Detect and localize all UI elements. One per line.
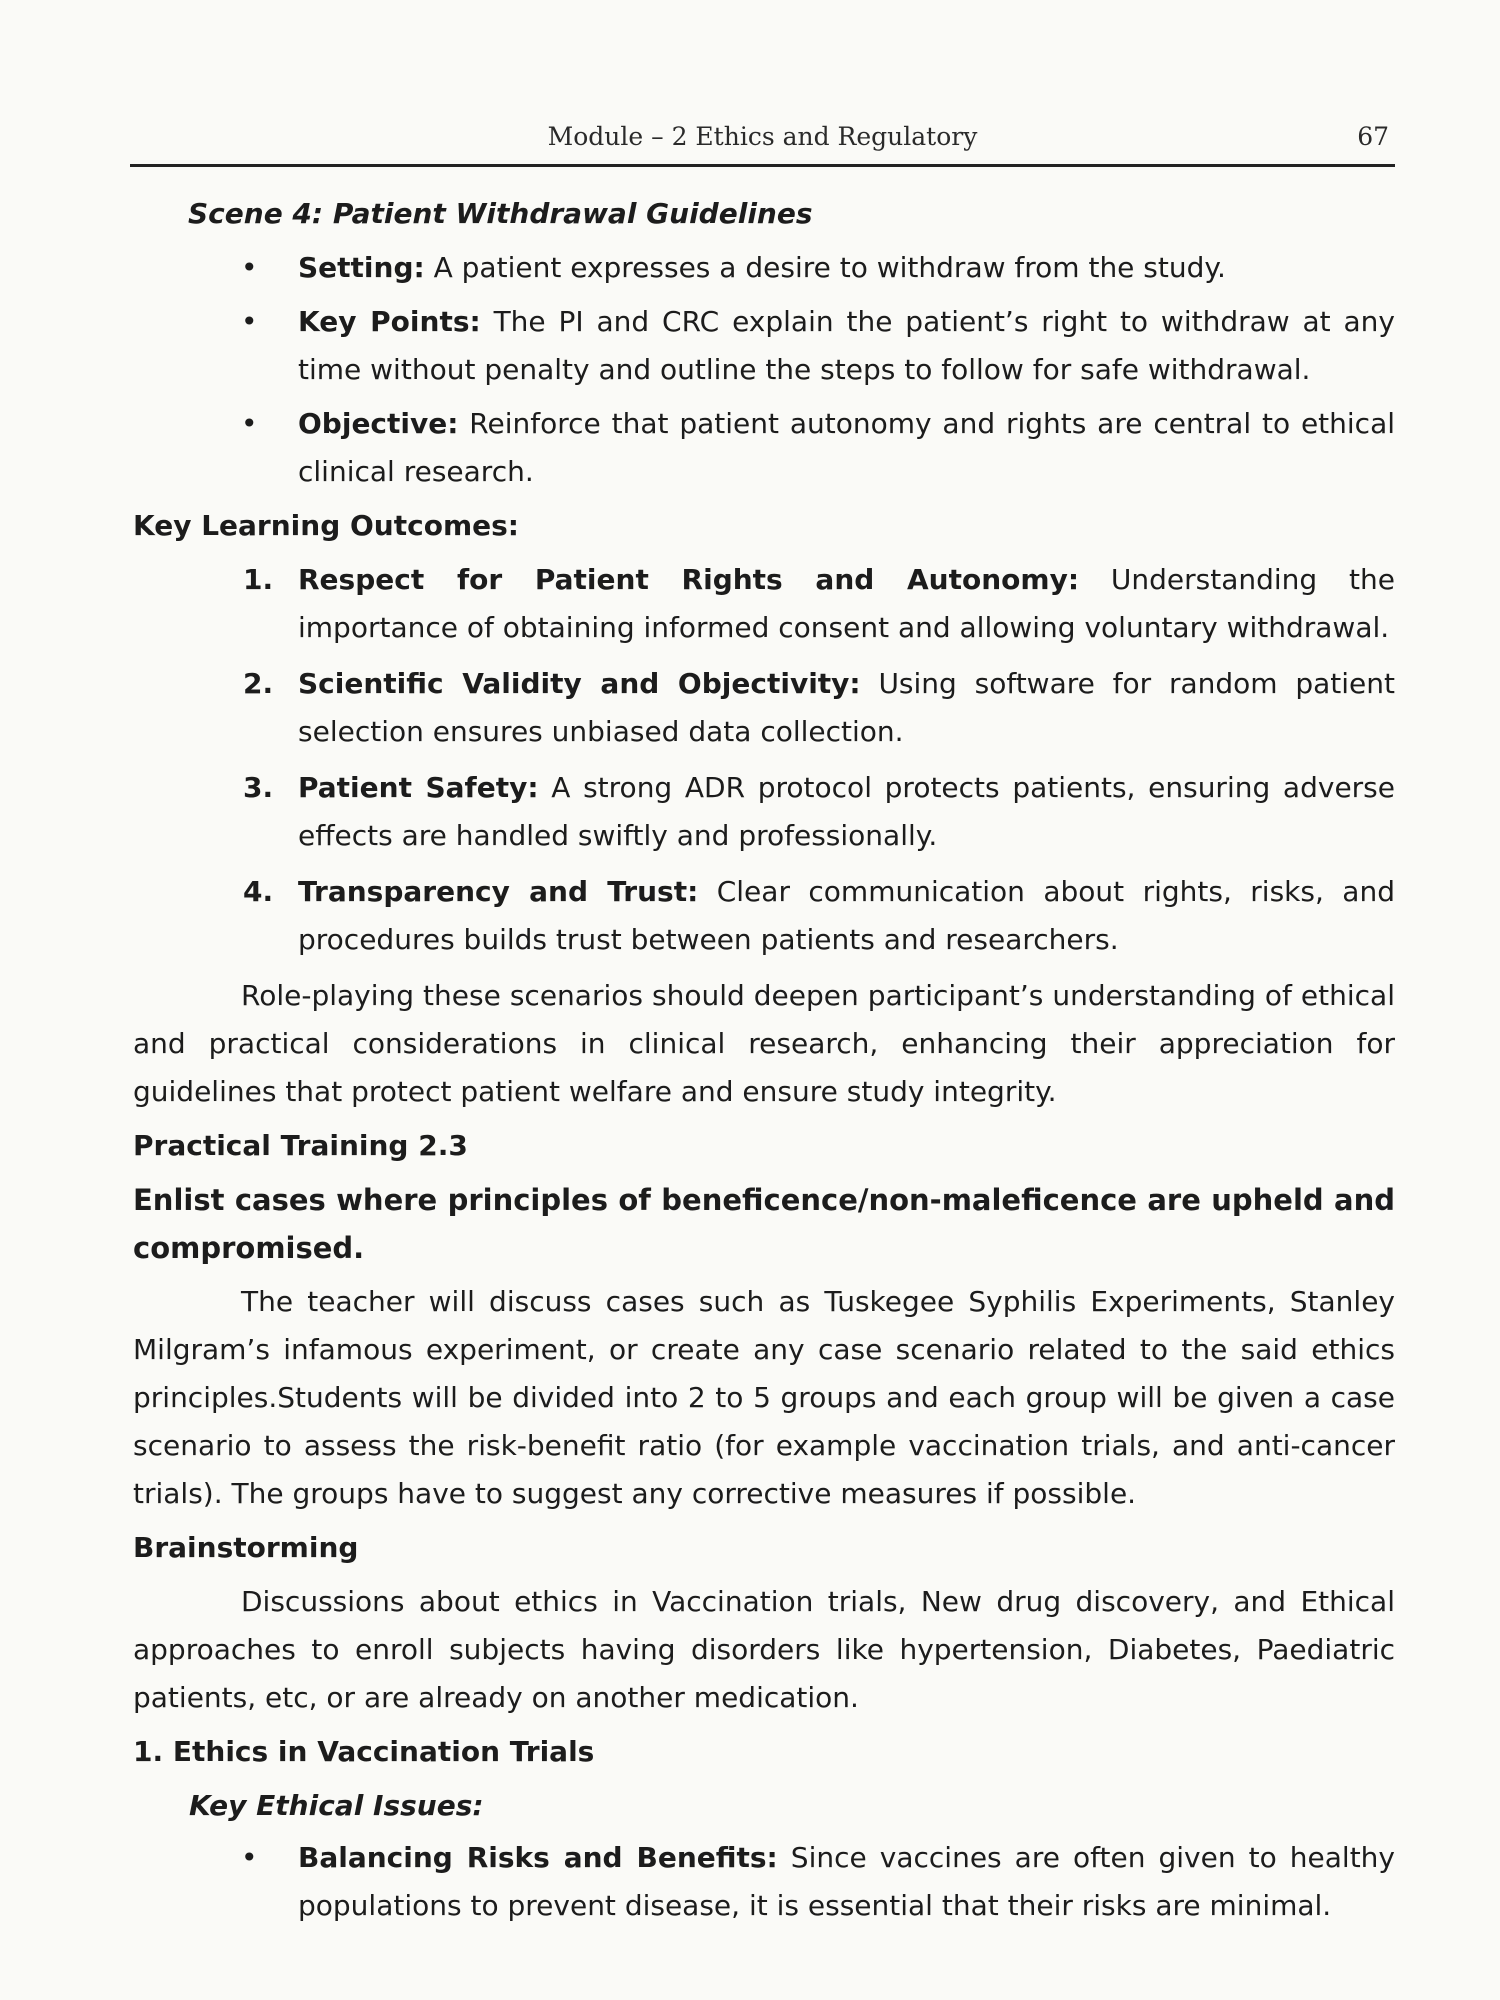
outcomes-heading: Key Learning Outcomes: (133, 509, 519, 542)
item-text: Understanding the importance of obtaining informed consent and allowing voluntary withdrawal. (298, 563, 1395, 644)
item-label: Balancing Risks and Benefits: (298, 1841, 778, 1874)
item-text: Using software for random patient selection ensures unbiased data collection. (298, 667, 1395, 748)
item-number: 4. (243, 875, 274, 908)
running-header (130, 112, 1395, 167)
vaccination-heading: 1. Ethics in Vaccination Trials (133, 1735, 595, 1768)
brainstorming-heading: Brainstorming (133, 1531, 359, 1564)
list-item (133, 556, 1395, 652)
item-text: A strong ADR protocol protects patients, ensuring adverse effects are handled swiftly and professionally. (298, 771, 1395, 852)
item-text: A patient expresses a desire to withdraw from the study. (424, 251, 1226, 284)
item-label: Setting: (298, 251, 425, 284)
outcomes-closing-paragraph: Role-playing these scenarios should deepen participant’s understanding of ethical and practical considerations in clinical research, enhancing their appreciation for guidelines that protect patient welfare and ensure study integrity. (133, 979, 1395, 1108)
list-item (133, 244, 1395, 292)
page-content (133, 190, 1395, 1936)
item-label: Patient Safety: (298, 771, 539, 804)
practical-heading: Practical Training 2.3 (133, 1129, 468, 1162)
vaccination-list (133, 1834, 1395, 1930)
scene4-title: Scene 4: Patient Withdrawal Guidelines (188, 197, 813, 230)
bullet-icon: • (241, 305, 258, 338)
brainstorming-paragraph: Discussions about ethics in Vaccination trials, New drug discovery, and Ethical approaches to enroll subjects having disorders like hypertension, Diabetes, Paediatric patients, etc, or are already on another medication. (133, 1585, 1395, 1714)
bullet-icon: • (241, 1841, 258, 1874)
item-label: Transparency and Trust: (298, 875, 699, 908)
item-text: Since vaccines are often given to healthy populations to prevent disease, it is essential that their risks are minimal. (298, 1841, 1396, 1922)
outcomes-list (133, 556, 1395, 964)
practical-paragraph: The teacher will discuss cases such as Tuskegee Syphilis Experiments, Stanley Milgram’s infamous experiment, or create any case scenario related to the said ethics principles.Students will be divided into 2 to 5 groups and each group will be given a case scenario to assess the risk-benefit ratio (for example vaccination trials, and anti-cancer trials). The groups have to suggest any corrective measures if possible. (133, 1285, 1395, 1510)
bullet-icon: • (241, 407, 258, 440)
list-item (133, 1834, 1395, 1930)
list-item (133, 400, 1395, 496)
page-number: 67 (1357, 122, 1389, 151)
list-item (133, 764, 1395, 860)
bullet-icon: • (241, 251, 258, 284)
vaccination-subheading: Key Ethical Issues: (189, 1789, 484, 1822)
item-label: Scientific Validity and Objectivity: (298, 667, 861, 700)
list-item (133, 660, 1395, 756)
item-text: Reinforce that patient autonomy and rights are central to ethical clinical research. (298, 407, 1395, 488)
item-number: 3. (243, 771, 274, 804)
item-label: Respect for Patient Rights and Autonomy: (298, 563, 1080, 596)
item-number: 1. (243, 563, 274, 596)
item-text: The PI and CRC explain the patient’s right to withdraw at any time without penalty and outline the steps to follow for safe withdrawal. (298, 305, 1395, 386)
item-label: Objective: (298, 407, 459, 440)
item-text: Clear communication about rights, risks, and procedures builds trust between patients and researchers. (298, 875, 1395, 956)
item-label: Key Points: (298, 305, 481, 338)
scene4-list (133, 244, 1395, 496)
header-title: Module – 2 Ethics and Regulatory (547, 122, 978, 151)
list-item (133, 868, 1395, 964)
practical-subheading: Enlist cases where principles of beneficence/non-maleficence are upheld and compromised. (133, 1183, 1395, 1265)
list-item (133, 298, 1395, 394)
item-number: 2. (243, 667, 274, 700)
